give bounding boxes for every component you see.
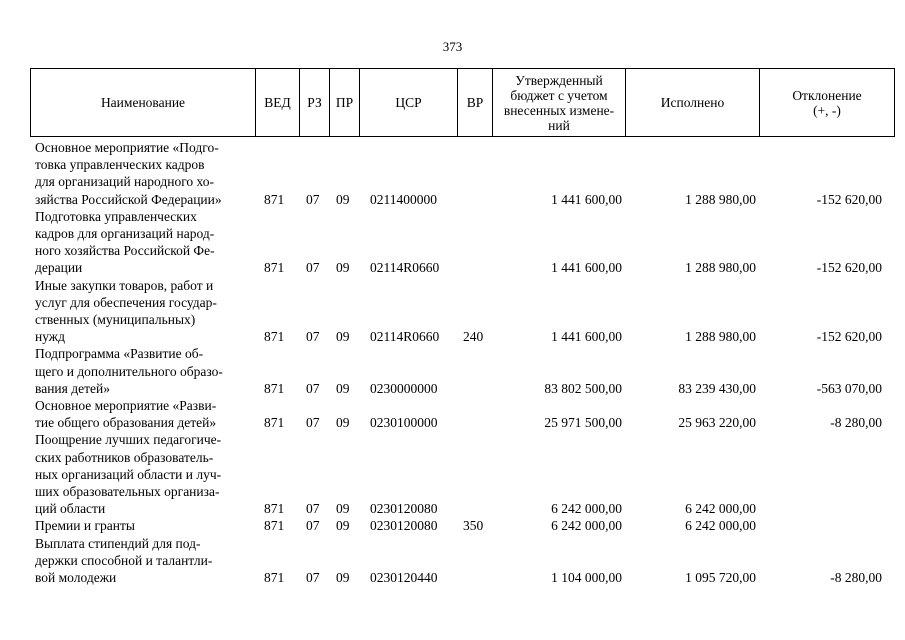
row-ved: 871: [264, 329, 285, 345]
row-pr: 09: [336, 569, 350, 585]
row-budget: 1 104 000,00: [551, 569, 622, 585]
table-row: [0, 397, 905, 431]
row-deviation: -8 280,00: [830, 569, 882, 585]
row-budget: 6 242 000,00: [551, 518, 622, 534]
row-deviation: -152 620,00: [816, 329, 882, 345]
row-rz: 07: [306, 569, 320, 585]
row-name: [35, 277, 250, 346]
row-ved: 871: [264, 569, 285, 585]
row-name-line: для организаций народного хо-: [35, 174, 215, 190]
header-budget-line: внесенных измене-: [503, 102, 615, 118]
row-executed: 6 242 000,00: [685, 501, 756, 517]
row-name-line: вой молодежи: [35, 569, 117, 585]
table-row: [0, 139, 905, 208]
row-budget: 1 441 600,00: [551, 191, 622, 207]
row-deviation: -152 620,00: [816, 191, 882, 207]
row-rz: 07: [306, 380, 320, 396]
row-name-line: Иные закупки товаров, работ и: [35, 277, 214, 293]
table-header: [30, 68, 895, 137]
row-name-line: щего и дополнительного образо-: [35, 363, 223, 379]
table-row: [0, 431, 905, 517]
row-csr: 0230120440: [370, 569, 438, 585]
header-rz-label: РЗ: [307, 95, 322, 110]
page-number: 373: [442, 39, 463, 54]
row-csr: 0230120080: [370, 518, 438, 534]
row-budget: 83 802 500,00: [544, 380, 622, 396]
row-rz: 07: [306, 518, 320, 534]
row-csr: 02114R0660: [370, 260, 440, 276]
row-name-line: ших образовательных организа-: [35, 483, 220, 499]
row-rz: 07: [306, 501, 320, 517]
row-name-line: ственных (муниципальных): [35, 311, 196, 327]
row-pr: 09: [336, 501, 350, 517]
header-ved: [256, 69, 300, 136]
row-name-line: ных организаций области и луч-: [35, 466, 222, 482]
row-name-line: ного хозяйства Российской Фе-: [35, 243, 215, 259]
row-executed: 1 095 720,00: [685, 569, 756, 585]
table-row: [0, 277, 905, 346]
row-name-line: вания детей»: [35, 380, 110, 396]
row-executed: 6 242 000,00: [685, 518, 756, 534]
row-name-line: держки способной и талантли-: [35, 552, 213, 568]
row-vr: 350: [463, 518, 484, 534]
row-ved: 871: [264, 501, 285, 517]
row-rz: 07: [306, 415, 320, 431]
header-name-label: Наименование: [100, 95, 186, 110]
header-budget-line: ний: [548, 117, 570, 133]
header-name: [31, 69, 256, 136]
row-ved: 871: [264, 380, 285, 396]
row-pr: 09: [336, 191, 350, 207]
row-executed: 83 239 430,00: [678, 380, 756, 396]
table-row: [0, 208, 905, 277]
row-pr: 09: [336, 415, 350, 431]
table-row: [0, 535, 905, 587]
row-name-line: услуг для обеспечения государ-: [35, 294, 217, 310]
row-name: [35, 517, 250, 534]
row-name-line: ций области: [35, 501, 106, 517]
row-name-line: тие общего образования детей»: [35, 415, 217, 431]
row-budget: 6 242 000,00: [551, 501, 622, 517]
header-deviation-line: (+, -): [813, 102, 841, 118]
header-ved-label: ВЕД: [264, 95, 291, 110]
table-body: [0, 139, 905, 586]
row-ved: 871: [264, 260, 285, 276]
row-name-line: нужд: [35, 329, 65, 345]
row-name-line: Премии и гранты: [35, 518, 135, 534]
row-name: [35, 345, 250, 397]
header-budget-line: бюджет с учетом: [510, 87, 608, 103]
row-name-line: зяйства Российской Федерации»: [35, 191, 222, 207]
row-vr: 240: [463, 329, 484, 345]
header-vr-label: ВР: [466, 95, 484, 110]
header-csr-label: ЦСР: [395, 95, 422, 110]
row-name: [35, 431, 250, 517]
row-executed: 1 288 980,00: [685, 191, 756, 207]
header-executed-label: Исполнено: [660, 95, 725, 110]
row-ved: 871: [264, 518, 285, 534]
header-vr: [458, 69, 493, 136]
row-budget: 1 441 600,00: [551, 260, 622, 276]
row-csr: 0230120080: [370, 501, 438, 517]
table-row: [0, 517, 905, 534]
header-pr: [330, 69, 360, 136]
row-name-line: Основное мероприятие «Разви-: [35, 397, 217, 413]
row-name-line: Подпрограмма «Развитие об-: [35, 346, 204, 362]
row-budget: 25 971 500,00: [544, 415, 622, 431]
header-deviation-line: Отклонение: [792, 87, 862, 103]
row-name-line: ских работников образователь-: [35, 449, 214, 465]
row-csr: 0230000000: [370, 380, 438, 396]
header-csr: [360, 69, 458, 136]
row-executed: 1 288 980,00: [685, 260, 756, 276]
row-executed: 25 963 220,00: [678, 415, 756, 431]
row-pr: 09: [336, 329, 350, 345]
row-pr: 09: [336, 518, 350, 534]
row-name: [35, 208, 250, 277]
row-name-line: товка управленческих кадров: [35, 157, 205, 173]
header-budget: [493, 69, 626, 136]
row-csr: 02114R0660: [370, 329, 440, 345]
row-rz: 07: [306, 260, 320, 276]
row-name-line: дерации: [35, 260, 83, 276]
row-deviation: -8 280,00: [830, 415, 882, 431]
row-name-line: кадров для организаций народ-: [35, 225, 215, 241]
row-rz: 07: [306, 191, 320, 207]
row-name-line: Основное мероприятие «Подго-: [35, 139, 219, 155]
row-csr: 0230100000: [370, 415, 438, 431]
header-rz: [300, 69, 330, 136]
row-deviation: -152 620,00: [816, 260, 882, 276]
row-csr: 0211400000: [370, 191, 437, 207]
row-pr: 09: [336, 380, 350, 396]
row-ved: 871: [264, 415, 285, 431]
row-deviation: -563 070,00: [816, 380, 882, 396]
table-row: [0, 345, 905, 397]
row-executed: 1 288 980,00: [685, 329, 756, 345]
row-ved: 871: [264, 191, 285, 207]
header-executed: [626, 69, 760, 136]
row-budget: 1 441 600,00: [551, 329, 622, 345]
row-name-line: Подготовка управленческих: [35, 208, 197, 224]
row-name: [35, 397, 250, 431]
row-name-line: Поощрение лучших педагогиче-: [35, 432, 222, 448]
row-name-line: Выплата стипендий для под-: [35, 535, 201, 551]
row-name: [35, 139, 250, 208]
header-deviation: [760, 69, 894, 136]
row-pr: 09: [336, 260, 350, 276]
row-name: [35, 535, 250, 587]
header-budget-line: Утвержденный: [515, 72, 603, 88]
header-pr-label: ПР: [335, 95, 354, 110]
row-rz: 07: [306, 329, 320, 345]
